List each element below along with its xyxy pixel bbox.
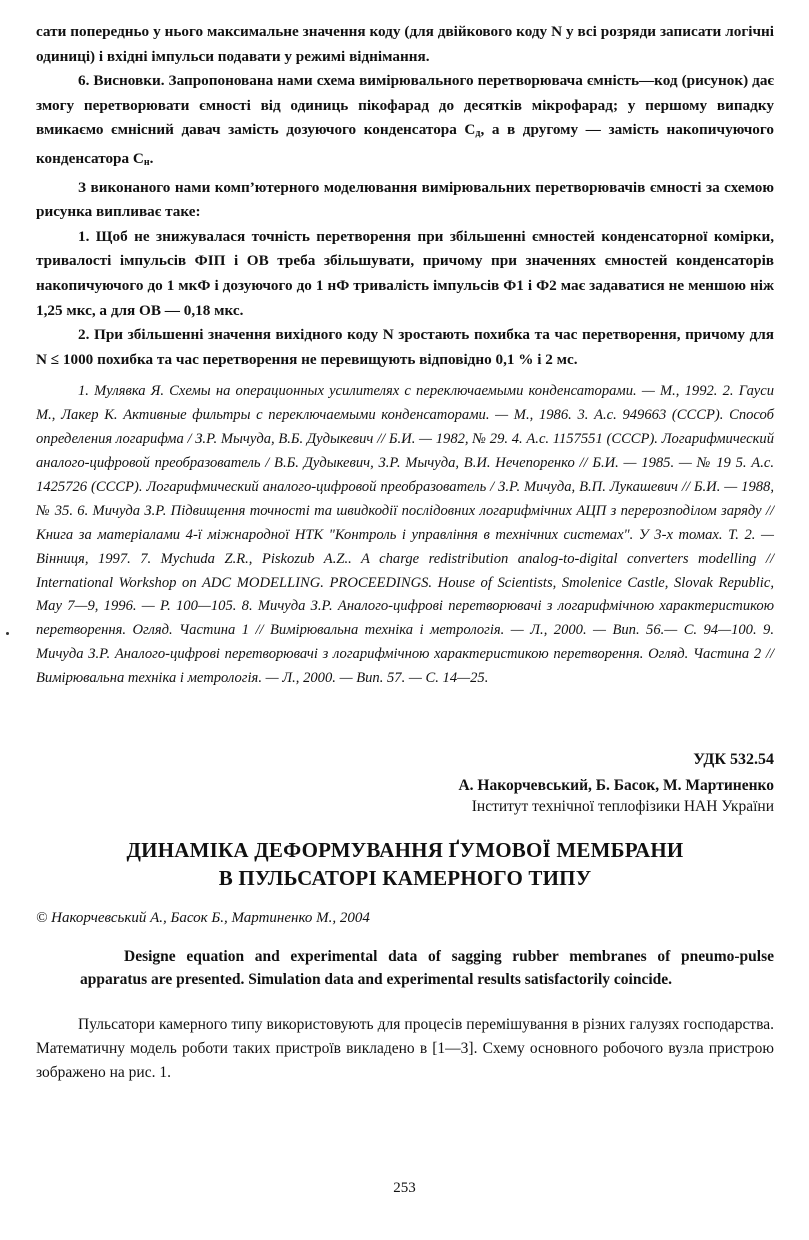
list-item-1: 1. Щоб не знижувалася точність перетворення при збільшенні ємностей конденсаторної комірки, тривалості імпульсів ФІП і ОВ треба збільшувати, причому при значеннях ємностей конденсаторів накопичуючого до 1 мкФ і дозуючого до 1 нФ тривалість імпульсів Ф1 і Ф2 має задаватися не меншою ніж 1,25 мкс, а для ОВ — 0,18 мкс.: [36, 227, 774, 319]
page-content: [36, 20, 774, 1085]
copyright-line: © Накорчевський А., Басок Б., Мартиненко М., 2004: [36, 910, 370, 927]
udc-code: УДК 532.54: [693, 751, 774, 769]
modeling-intro: З виконаного нами комп’ютерного моделювання вимірювальних перетворювачів ємності за схемою рисунка випливає таке:: [36, 178, 774, 221]
article-title-line-2: В ПУЛЬСАТОРІ КАМЕРНОГО ТИПУ: [218, 866, 592, 891]
page-number: 253: [393, 1180, 416, 1196]
conclusions-text-c: .: [149, 149, 154, 167]
references-list: 1. Мулявка Я. Схемы на операционных усилителях с переключаемыми конденсаторами. — М., 1992. 2. Гауси М., Лакер К. Активные фильтры с переключаемыми конденсаторами. — М., 1986. 3. А.с. 949663 (СССР). Способ определения логарифма / З.Р. Мычуда, В.Б. Дудыкевич // Б.И. — 1982, № 29. 4. А.с. 1157551 (СССР). Логарифмический аналого-цифровой преобразователь / В.Б. Дудыкевич, З.Р. Мычуда, В.И. Нечепоренко // Б.И. — 1985. — № 19 5. А.с. 1425726 (СССР). Логарифмический аналого-цифровой преобразователь / З.Р. Мичуда, В.П. Лукашевич // Б.И. — 1988, № 35. 6. Мичуда З.Р. Підвищення точності та швидкодії послідовних логарифмічних АЦП з перерозподілом заряду // Книга за матеріалами 4-ї міжнародної НТК "Контроль і управління в технічних системах". У 3-х томах. Т. 2. — Вінниця, 1997. 7. Mychuda Z.R., Piskozub A.Z.. A charge redistribution analog-to-digital converters modelling // International Workshop on ADC MODELLING. PROCEEDINGS. House of Scientists, Smolenice Castle, Slovak Republic, May 7—9, 1996. — P. 100—105. 8. Мичуда З.Р. Аналого-цифрові перетворювачі з логарифмічною характеристикою перетворення. Огляд. Частина 1 // Вимірювальна техніка і метрологія. — Л., 2000. — Вип. 56.— С. 94—100. 9. Мичуда З.Р. Аналого-цифрові перетворювачі з логарифмічною характеристикою перетворення. Огляд. Частина 2 // Вимірювальна техніка і метрологія. — Л., 2000. — Вип. 57. — С. 14—25.: [36, 383, 774, 687]
article-body-first-paragraph: Пульсатори камерного типу використовують для процесів перемішування в різних галузях господарства. Математичну модель роботи таких пристроїв викладено в [1—3]. Схему основного робочого вузла пристрою зображено на рис. 1.: [36, 1016, 774, 1082]
abstract-text: Designe equation and experimental data of sagging rubber membranes of pneumo-pulse apparatus are presented. Simulation data and experimental results satisfactorily coincide.: [80, 948, 774, 989]
conclusions-text-a: Запропонована нами схема вимірювального перетворювача ємність—код (рисунок) дає змогу перетворювати ємності від одиниць пікофарад до десятків мікрофарад; у першому випадку вмикаємо ємнісний давач замість дозуючого конденсатора С: [36, 72, 774, 139]
abstract: [80, 945, 774, 991]
article-title-line-1: ДИНАМІКА ДЕФОРМУВАННЯ ҐУМОВОЇ МЕМБРАНИ: [126, 838, 684, 863]
article-authors: А. Накорчевський, Б. Басок, М. Мартиненко: [458, 777, 774, 795]
subscript-d: д: [475, 128, 481, 140]
conclusions-text-b: , а в другому — замість накопичуючого конденсатора С: [36, 121, 774, 167]
conclusions-heading: 6. Висновки.: [78, 72, 165, 90]
margin-dot: [6, 632, 9, 635]
conclusions-paragraph: [36, 69, 774, 175]
paragraph-continuation: сати попередньо у нього максимальне значення коду (для двійкового коду N у всі розряди записати логічні одиниці) і вхідні імпульси подавати у режимі віднімання.: [36, 23, 774, 65]
subscript-n: н: [143, 156, 150, 168]
article-institution: Інститут технічної теплофізики НАН України: [471, 798, 774, 816]
list-item-2: 2. При збільшенні значення вихідного коду N зростають похибка та час перетворення, причому для N ≤ 1000 похибка та час перетворення не перевищують відповідно 0,1 % і 2 мс.: [36, 326, 774, 368]
